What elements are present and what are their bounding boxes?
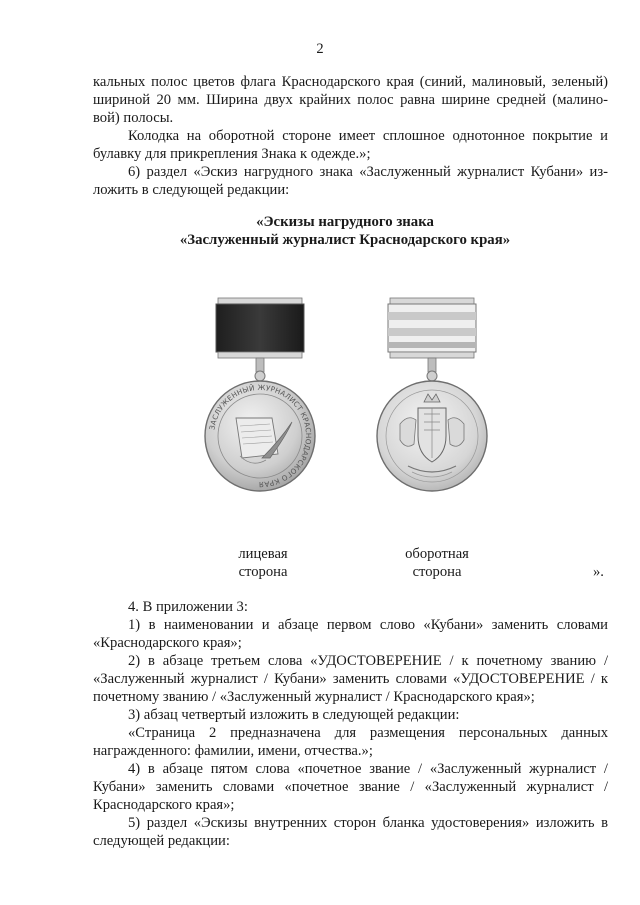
intro-line-6: 6) раздел «Эскиз нагрудного знака «Заслуженный журналист Кубани» из-: [128, 164, 608, 180]
body-line-6: почетному званию / «Заслуженный журналист / Краснодарского края»;: [93, 689, 535, 705]
medal-back-image: [372, 290, 492, 500]
intro-line-1: кальных полос цветов флага Краснодарского края (синий, малиновый, зеленый): [93, 74, 608, 90]
closing-quote-mark: ».: [593, 564, 604, 580]
caption-back-line-2: сторона: [412, 564, 462, 580]
body-line-5: «Заслуженный журналист / Кубани» заменить словами «УДОСТОВЕРЕНИЕ / к: [93, 671, 608, 687]
body-line-14: следующей редакции:: [93, 833, 230, 849]
body-line-7: 3) абзац четвертый изложить в следующей редакции:: [128, 707, 460, 723]
body-line-4: 2) в абзаце третьем слова «УДОСТОВЕРЕНИЕ / к почетному званию /: [128, 653, 608, 669]
body-line-12: Краснодарского края»;: [93, 797, 235, 813]
intro-line-4: Колодка на оборотной стороне имеет сплошное однотонное покрытие и: [128, 128, 608, 144]
medal-front-image: [200, 290, 320, 500]
body-line-13: 5) раздел «Эскизы внутренних сторон бланка удостоверения» изложить в: [128, 815, 608, 831]
medal-front-ring-text: ЗАСЛУЖЕННЫЙ ЖУРНАЛИСТ КРАСНОДАРСКОГО КРАЯ: [207, 382, 314, 490]
intro-line-3: вой) полосы.: [93, 110, 174, 126]
body-line-11: Кубани» заменить словами «почетное звание / «Заслуженный журналист /: [93, 779, 608, 795]
body-line-8: «Страница 2 предназначена для размещения персональных данных: [128, 725, 608, 741]
body-line-3: «Краснодарского края»;: [93, 635, 242, 651]
figure-title-line-2: «Заслуженный журналист Краснодарского края»: [179, 232, 511, 248]
page-number: 2: [316, 41, 324, 57]
caption-front-line-1: лицевая: [238, 546, 288, 562]
body-line-9: награжденного: фамилии, имени, отчества.»;: [93, 743, 373, 759]
body-line-2: 1) в наименовании и абзаце первом слово «Кубани» заменить словами: [128, 617, 608, 633]
figure-title-line-1: «Эскизы нагрудного знака: [256, 214, 434, 230]
intro-line-2: шириной 20 мм. Ширина двух крайних полос равна ширине средней (малино-: [93, 92, 608, 108]
body-line-1: 4. В приложении 3:: [128, 599, 248, 615]
caption-back-line-1: оборотная: [405, 546, 469, 562]
intro-line-7: ложить в следующей редакции:: [93, 182, 290, 198]
caption-front-line-2: сторона: [238, 564, 288, 580]
intro-line-5: булавку для прикрепления Знака к одежде.»;: [93, 146, 371, 162]
body-line-10: 4) в абзаце пятом слова «почетное звание / «Заслуженный журналист /: [128, 761, 608, 777]
